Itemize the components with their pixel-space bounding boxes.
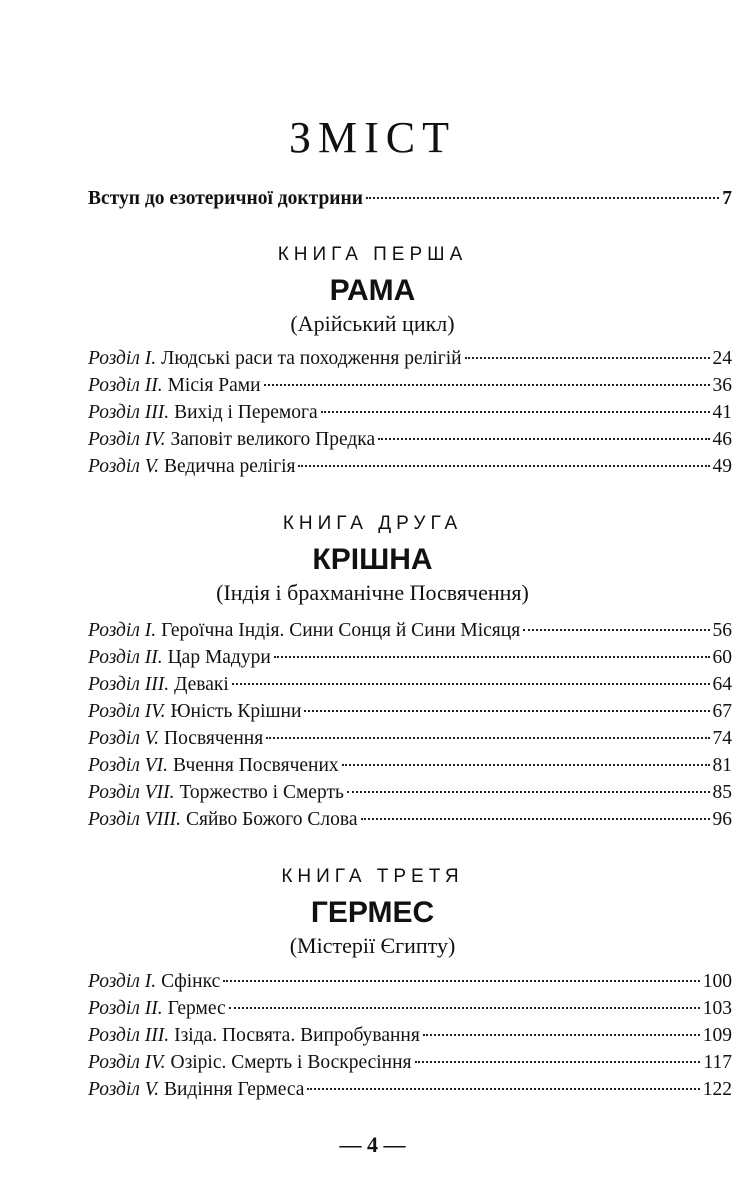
chapter-page: 46 <box>712 429 732 450</box>
leader-dots <box>415 1061 701 1063</box>
book-label: КНИГА ПЕРША <box>277 244 468 265</box>
chapter-title: Людські раси та походження релігій <box>161 348 462 369</box>
chapter-label: Розділ VI. <box>88 755 168 776</box>
book-subtitle: (Містерії Єгипту) <box>289 933 456 958</box>
chapter-label: Розділ V. <box>88 1079 159 1100</box>
chapter-page: 60 <box>712 647 732 668</box>
toc-entry[interactable] <box>88 998 732 1025</box>
toc-entry[interactable] <box>88 647 732 674</box>
intro-entry[interactable] <box>88 188 732 215</box>
chapter-page: 96 <box>712 809 732 830</box>
chapter-title: Заповіт великого Предка <box>170 429 376 450</box>
chapter-page: 67 <box>712 701 732 722</box>
toc-entry[interactable] <box>88 620 732 647</box>
toc-entry[interactable] <box>88 1025 732 1052</box>
chapter-title: Торжество і Смерть <box>179 782 344 803</box>
leader-dots <box>321 411 710 413</box>
chapter-page: 56 <box>712 620 732 641</box>
chapter-page: 117 <box>703 1052 732 1073</box>
leader-dots <box>229 1007 700 1009</box>
leader-dots <box>342 764 710 766</box>
leader-dots <box>465 357 710 359</box>
chapter-label: Розділ I. <box>88 620 157 641</box>
toc-entry[interactable] <box>88 402 732 429</box>
toc-entry[interactable] <box>88 375 732 402</box>
toc-entry[interactable] <box>88 1052 732 1079</box>
book-2-chapters <box>88 620 732 836</box>
leader-dots <box>223 980 700 982</box>
book-3-chapters <box>88 971 732 1106</box>
chapter-title: Ізіда. Посвята. Випробування <box>174 1025 420 1046</box>
leader-dots <box>366 197 719 199</box>
chapter-title: Вихід і Перемога <box>174 402 318 423</box>
chapter-title: Сфінкс <box>161 971 221 992</box>
chapter-label: Розділ IV. <box>88 1052 166 1073</box>
chapter-label: Розділ IV. <box>88 701 166 722</box>
chapter-title: Цар Мадури <box>167 647 271 668</box>
intro-page: 7 <box>722 188 732 209</box>
chapter-page: 49 <box>712 456 732 477</box>
leader-dots <box>423 1034 700 1036</box>
book-1-header <box>0 244 745 347</box>
leader-dots <box>232 683 710 685</box>
toc-entry[interactable] <box>88 348 732 375</box>
chapter-title: Девакі <box>174 674 229 695</box>
toc-entry[interactable] <box>88 971 732 998</box>
chapter-label: Розділ II. <box>88 375 163 396</box>
page-title: ЗМІСТ <box>288 113 457 162</box>
toc-entry[interactable] <box>88 809 732 836</box>
chapter-page: 64 <box>712 674 732 695</box>
chapter-label: Розділ I. <box>88 348 157 369</box>
chapter-label: Розділ III. <box>88 1025 170 1046</box>
leader-dots <box>274 656 710 658</box>
chapter-title: Вчення Посвячених <box>173 755 339 776</box>
leader-dots <box>298 465 709 467</box>
chapter-label: Розділ IV. <box>88 429 166 450</box>
chapter-page: 85 <box>712 782 732 803</box>
chapter-title: Посвячення <box>163 728 264 749</box>
chapter-label: Розділ II. <box>88 647 163 668</box>
chapter-title: Озіріс. Смерть і Воскресіння <box>170 1052 412 1073</box>
chapter-label: Розділ II. <box>88 998 163 1019</box>
intro-title: Вступ до езотеричної доктрини <box>88 188 364 209</box>
chapter-title: Сяйво Божого Слова <box>185 809 358 830</box>
book-name: ГЕРМЕС <box>310 896 435 929</box>
book-name: РАМА <box>329 274 416 307</box>
chapter-page: 81 <box>712 755 732 776</box>
chapter-title: Ведична релігія <box>163 456 296 477</box>
book-3-header <box>0 866 745 969</box>
toc-entry[interactable] <box>88 782 732 809</box>
leader-dots <box>264 384 710 386</box>
toc-entry[interactable] <box>88 701 732 728</box>
leader-dots <box>266 737 709 739</box>
book-2-header <box>0 513 745 616</box>
chapter-page: 24 <box>712 348 732 369</box>
leader-dots <box>523 629 709 631</box>
chapter-label: Розділ III. <box>88 402 170 423</box>
toc-entry[interactable] <box>88 728 732 755</box>
chapter-page: 100 <box>702 971 732 992</box>
book-subtitle: (Індія і брахманічне Посвячення) <box>216 580 529 605</box>
chapter-page: 103 <box>702 998 732 1019</box>
chapter-label: Розділ VIII. <box>88 809 181 830</box>
toc-entry[interactable] <box>88 429 732 456</box>
chapter-label: Розділ I. <box>88 971 157 992</box>
chapter-title: Видіння Гермеса <box>163 1079 305 1100</box>
chapter-title: Героїчна Індія. Сини Сонця й Сини Місяця <box>161 620 521 641</box>
leader-dots <box>307 1088 699 1090</box>
chapter-title: Місія Рами <box>167 375 261 396</box>
book-subtitle: (Арійський цикл) <box>290 311 455 336</box>
book-label: КНИГА ДРУГА <box>282 513 463 534</box>
chapter-page: 36 <box>712 375 732 396</box>
chapter-title: Гермес <box>167 998 226 1019</box>
chapter-title: Юність Крішни <box>170 701 302 722</box>
leader-dots <box>378 438 709 440</box>
book-name: КРІШНА <box>312 543 433 576</box>
chapter-label: Розділ VII. <box>88 782 175 803</box>
chapter-label: Розділ III. <box>88 674 170 695</box>
chapter-page: 109 <box>702 1025 732 1046</box>
toc-entry[interactable] <box>88 674 732 701</box>
toc-entry[interactable] <box>88 456 732 483</box>
page-number: — 4 — <box>339 1132 406 1157</box>
chapter-page: 122 <box>702 1079 732 1100</box>
chapter-page: 41 <box>712 402 732 423</box>
book-label: КНИГА ТРЕТЯ <box>281 866 464 887</box>
toc-entry[interactable] <box>88 1079 732 1106</box>
chapter-label: Розділ V. <box>88 728 159 749</box>
book-1-chapters <box>88 348 732 483</box>
leader-dots <box>361 818 710 820</box>
chapter-label: Розділ V. <box>88 456 159 477</box>
chapter-page: 74 <box>712 728 732 749</box>
leader-dots <box>347 791 710 793</box>
toc-entry[interactable] <box>88 755 732 782</box>
leader-dots <box>304 710 709 712</box>
